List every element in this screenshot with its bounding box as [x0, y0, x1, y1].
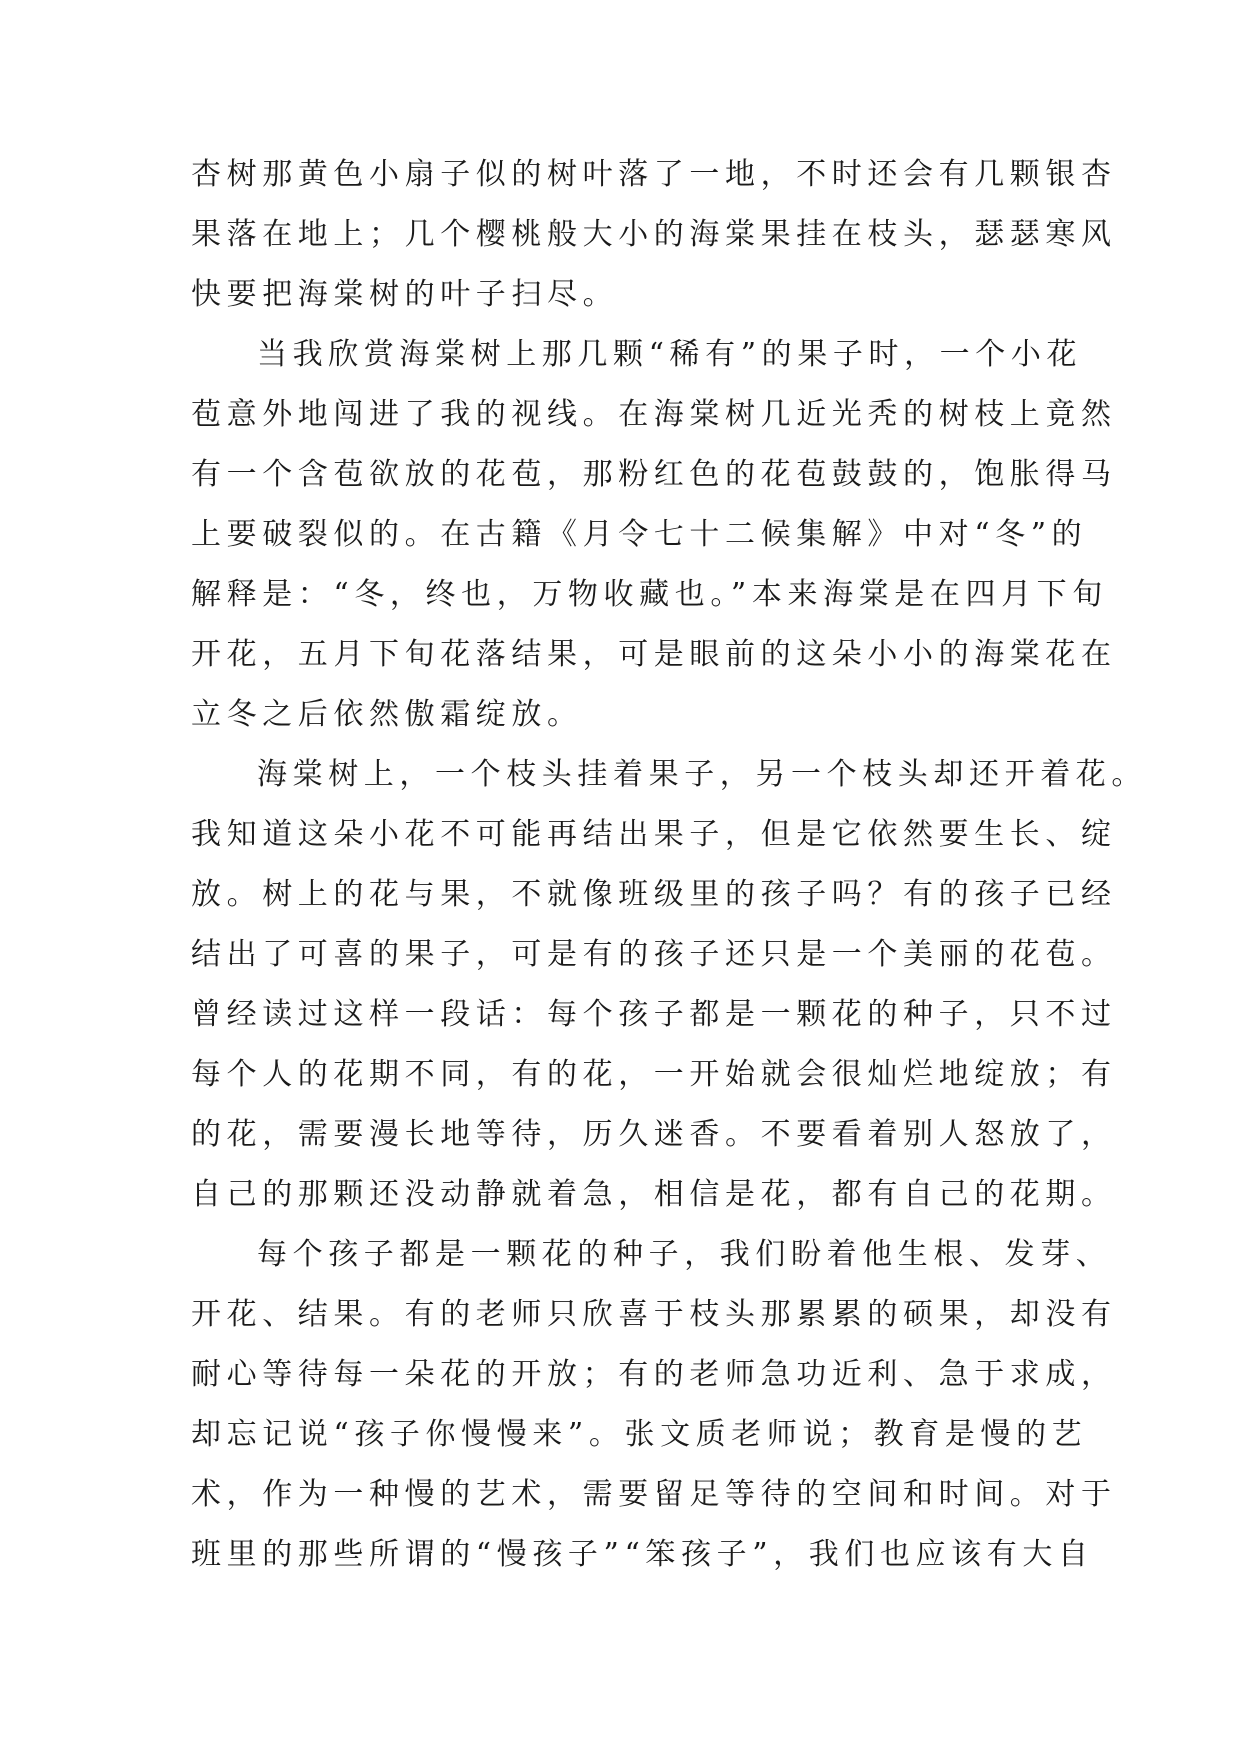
- text-line: 的花，需要漫长地等待，历久迷香。不要看着别人怒放了，: [191, 1117, 1117, 1152]
- document-body: [191, 145, 1147, 1585]
- text-line: 术，作为一种慢的艺术，需要留足等待的空间和时间。对于: [191, 1477, 1117, 1512]
- text-line: 苞意外地闯进了我的视线。在海棠树几近光秃的树枝上竟然: [191, 397, 1117, 432]
- text-line: 我知道这朵小花不可能再结出果子，但是它依然要生长、绽: [191, 817, 1117, 852]
- text-line: 自己的那颗还没动静就着急，相信是花，都有自己的花期。: [191, 1177, 1117, 1212]
- text-line: 海棠树上，一个枝头挂着果子，另一个枝头却还开着花。: [257, 757, 1147, 792]
- text-line: 每个孩子都是一颗花的种子，我们盼着他生根、发芽、: [257, 1237, 1112, 1272]
- text-line: 结出了可喜的果子，可是有的孩子还只是一个美丽的花苞。: [191, 937, 1117, 972]
- paragraph-4: [191, 1225, 1117, 1585]
- text-line: 开花、结果。有的老师只欣喜于枝头那累累的硕果，却没有: [191, 1297, 1117, 1332]
- text-line: 班里的那些所谓的“慢孩子”“笨孩子”，我们也应该有大自: [191, 1537, 1094, 1572]
- text-line: 果落在地上；几个樱桃般大小的海棠果挂在枝头，瑟瑟寒风: [191, 217, 1117, 252]
- paragraph-3: [191, 745, 1147, 1225]
- text-line: 立冬之后依然傲霜绽放。: [191, 697, 583, 732]
- text-line: 当我欣赏海棠树上那几颗“稀有”的果子时，一个小花: [257, 337, 1083, 372]
- text-line: 解释是：“冬，终也，万物收藏也。”本来海棠是在四月下旬: [191, 577, 1108, 612]
- text-line: 耐心等待每一朵花的开放；有的老师急功近利、急于求成，: [191, 1357, 1117, 1392]
- text-line: 放。树上的花与果，不就像班级里的孩子吗？有的孩子已经: [191, 877, 1117, 912]
- paragraph-1: [191, 145, 1117, 325]
- text-line: 每个人的花期不同，有的花，一开始就会很灿烂地绽放；有: [191, 1057, 1117, 1092]
- text-line: 上要破裂似的。在古籍《月令七十二候集解》中对“冬”的: [191, 517, 1088, 552]
- text-line: 曾经读过这样一段话：每个孩子都是一颗花的种子，只不过: [191, 997, 1117, 1032]
- text-line: 快要把海棠树的叶子扫尽。: [191, 277, 619, 312]
- text-line: 杏树那黄色小扇子似的树叶落了一地，不时还会有几颗银杏: [191, 157, 1117, 192]
- text-line: 却忘记说“孩子你慢慢来”。张文质老师说；教育是慢的艺: [191, 1417, 1088, 1452]
- paragraph-2: [191, 325, 1117, 745]
- text-line: 有一个含苞欲放的花苞，那粉红色的花苞鼓鼓的，饱胀得马: [191, 457, 1117, 492]
- text-line: 开花，五月下旬花落结果，可是眼前的这朵小小的海棠花在: [191, 637, 1117, 672]
